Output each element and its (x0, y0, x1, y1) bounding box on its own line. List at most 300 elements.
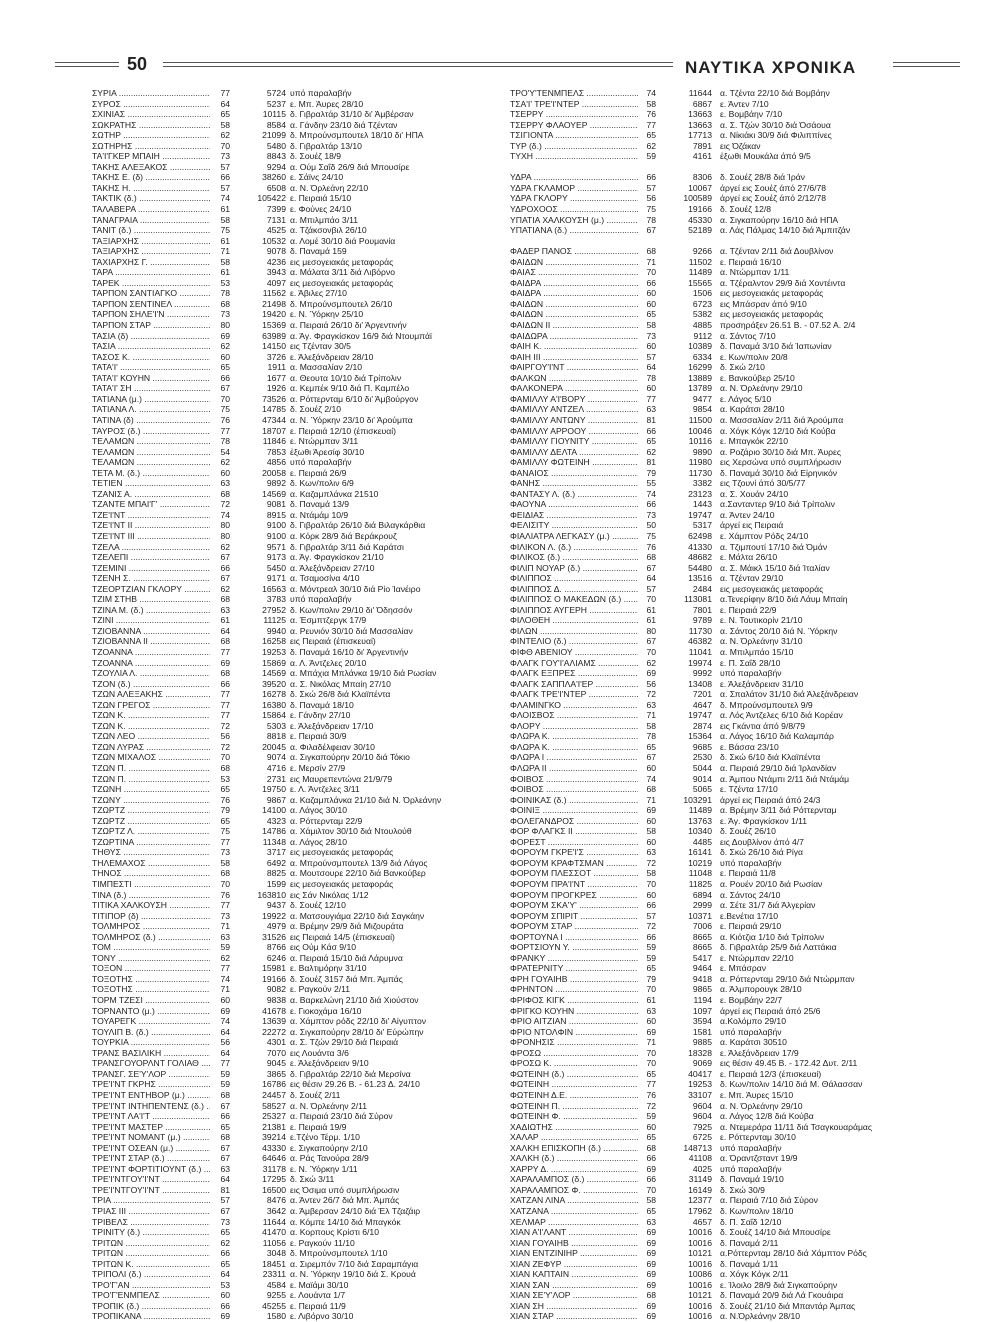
ship-row (510, 1301, 950, 1312)
ship-name: ΤΡΕ'Ι'ΝΤ ΜΑΣΤΕΡ ..... (92, 1122, 210, 1133)
ship-name: ΤΙΜΠΕΣΤΙ ..... (92, 879, 210, 890)
last-position: υπό παραλαβήν (720, 1142, 782, 1153)
ship-name: ΦΟΙΝΙΚΑΣ (δ.) ..... (510, 795, 638, 806)
last-position: ε. Λ. Άντζελες 3/11 (290, 784, 360, 795)
build-year: 67 (646, 636, 656, 647)
ship-name: ΤΖΩΝ ΑΛΕΞΑΚΗΣ ..... (92, 689, 210, 700)
build-year: 77 (220, 900, 230, 911)
ship-row (92, 1143, 472, 1154)
last-position: ε. Χάμπτον Ρόδς 24/10 (720, 530, 809, 541)
build-year: 58 (220, 119, 230, 130)
ship-name: ΦΛΑΓΚ ΤΡΕ'Ι'ΝΤΕΡ ..... (510, 689, 638, 700)
tonnage: 45255 (262, 1300, 286, 1311)
ship-name: ΦΛΩΡΑ Κ. ..... (510, 742, 638, 753)
last-position: άργεί εις Πειραιά (720, 520, 784, 531)
last-position: α. Μπρούνσμπουτελ 13/9 διά Λάγος (290, 857, 428, 868)
build-year: 70 (646, 1047, 656, 1058)
last-position: ε. Πειραιά 11/8 (720, 868, 776, 879)
ship-name: ΦΟΡΟΥΜ ΣΤΑΡ ..... (510, 921, 638, 932)
tonnage: 6492 (266, 857, 286, 868)
ship-name: ΤΟΡΜ ΤΖΕΣΙ ..... (92, 995, 210, 1006)
ship-row (92, 499, 472, 510)
last-position: α. Καράτσι 28/10 (720, 404, 785, 415)
last-position: ε. Πειραιά 19/9 (290, 1121, 347, 1132)
tonnage: 1097 (692, 1005, 712, 1016)
last-position: α. Ν. Ύόρκην 23/10 δι' Άρούμπα (290, 414, 413, 425)
ship-row (92, 183, 472, 194)
ship-row (510, 594, 950, 605)
build-year: 58 (646, 1195, 656, 1206)
tonnage: 9890 (692, 446, 712, 457)
tonnage: 11980 (688, 457, 712, 468)
build-year: 69 (646, 1248, 656, 1259)
ship-row (510, 1164, 950, 1175)
build-year: 69 (220, 1311, 230, 1322)
tonnage: 63989 (262, 330, 286, 341)
ship-row (92, 847, 472, 858)
build-year: 62 (220, 541, 230, 552)
build-year: 68 (646, 1290, 656, 1301)
ship-name: ΦΙΛΟΘΕΗ ..... (510, 615, 638, 626)
tonnage: 14150 (262, 341, 286, 352)
last-position: α. Ρόττερνταμ 22/9 (290, 815, 363, 826)
build-year: 57 (646, 351, 656, 362)
build-year: 58 (220, 214, 230, 225)
last-position: ε. Ραγκούν 2/11 (290, 984, 351, 995)
tonnage: 7399 (266, 204, 286, 215)
last-position: δ. Μπρούνσμπουτελ 26/10 (290, 298, 393, 309)
ship-row (92, 362, 472, 373)
build-year: 80 (220, 520, 230, 531)
ship-name: ΦΑΜΙΛΛΥ ΓΙΟΥΝΙΤΥ ..... (510, 436, 638, 447)
ship-row (92, 552, 472, 563)
build-year: 79 (220, 805, 230, 816)
ship-name: ΤΡΟ'Γ'ΕΝΜΠΕΛΣ ..... (92, 1290, 210, 1301)
ship-name: ΦΟΛΕΓΑΝΔΡΟΣ ..... (510, 816, 638, 827)
tonnage: 11502 (688, 256, 712, 267)
tonnage: 20045 (262, 741, 286, 752)
tonnage: 15864 (262, 710, 286, 721)
last-position: δ. Σκώ 26/10 διά Ρίγα (720, 847, 804, 858)
ship-name: ΦΑΙΑΣ ..... (510, 267, 638, 278)
last-position: δ. Γιβραλτάρ 22/10 διά Μερσίνα (290, 1068, 411, 1079)
ship-name: ΧΙΑΝ ΕΝΤΖΙΝΙΗΡ ..... (510, 1248, 638, 1259)
last-position: α. Σ. Νικόλας Μπαίη 27/10 (290, 678, 391, 689)
tonnage: 13408 (688, 678, 712, 689)
tonnage: 47344 (262, 414, 286, 425)
last-position: α. Χόγκ Κόγκ 2/11 (720, 1269, 789, 1280)
ship-row (92, 1227, 472, 1238)
ship-name: ΤΑΣΙΑ ..... (92, 341, 210, 352)
last-position: δ. Σουέζ 26/10 (720, 826, 776, 837)
ship-row (92, 984, 472, 995)
page-title: ΝΑΥΤΙΚΑ ΧΡΟΝΙΚΑ (685, 58, 857, 77)
ship-name: ΦΩΤΕΙΝΗ (δ.) ..... (510, 1069, 638, 1080)
tonnage: 14786 (262, 826, 286, 837)
build-year: 69 (646, 1300, 656, 1311)
tonnage: 7201 (692, 689, 712, 700)
tonnage: 31149 (688, 1174, 712, 1185)
build-year: 60 (646, 1121, 656, 1132)
last-position: α. Κιότζια 1/10 διά Τρίπολιν (720, 931, 825, 942)
ship-row (92, 942, 472, 953)
last-position: δ. Σουέζ 18/9 (290, 151, 342, 162)
tonnage: 52189 (688, 225, 712, 236)
ship-name: ΤΖΙΟΒΑΝΝΑ ..... (92, 626, 210, 637)
tonnage: 7801 (692, 604, 712, 615)
ship-row (510, 1217, 950, 1228)
ship-name: ΥΔΡΑ ΓΚΛΑΜΟΡ ..... (510, 183, 638, 194)
ship-row (92, 1164, 472, 1175)
tonnage: 17713 (688, 130, 712, 141)
last-position: ἐξωθι Μουκάλα άπό 9/5 (720, 151, 811, 162)
last-position: προσηράξεν 26.51 Β. - 07.52 Α. 2/4 (720, 320, 856, 331)
ship-name: ΦΙΛΙΠΠΟΣ Δ. ..... (510, 584, 638, 595)
ship-name: ΦΛΟΡΥ ..... (510, 721, 638, 732)
ship-row (92, 721, 472, 732)
ship-name: ΦΑΙΗ ΙΙΙ ..... (510, 352, 638, 363)
ship-name: ΣΩΤΗΡΗΣ ..... (92, 141, 210, 152)
tonnage: 10340 (688, 826, 712, 837)
ship-name: ΤΣΕΡΡΥ ..... (510, 109, 638, 120)
build-year: 66 (220, 678, 230, 689)
ship-name: ΤΡΕ'Ι'ΝΤΓΟΥ'Ι'ΝΤ ..... (92, 1174, 210, 1185)
build-year: 71 (646, 256, 656, 267)
build-year: 66 (220, 1300, 230, 1311)
tonnage: 5417 (692, 952, 712, 963)
build-year: 67 (220, 573, 230, 584)
build-year: 68 (220, 298, 230, 309)
ship-name: ΤΡΙΝΙΤΥ (δ.) ..... (92, 1227, 210, 1238)
ship-name: ΤΑΝΙΤ (δ.) ..... (92, 225, 210, 236)
ship-row (92, 404, 472, 415)
ship-row (510, 1090, 950, 1101)
ship-row (510, 1227, 950, 1238)
build-year: 58 (646, 826, 656, 837)
build-year: 64 (220, 1174, 230, 1185)
ship-name: ΤΡΟ'Υ'ΤΕΝΜΠΕΛΣ ..... (510, 88, 638, 99)
build-year: 73 (220, 847, 230, 858)
ship-name: ΤΖΙΟΒΑΝΝΑ ΙΙ ..... (92, 636, 210, 647)
tonnage: 31178 (262, 1163, 286, 1174)
tonnage: 6508 (266, 182, 286, 193)
ship-name: ΧΑΡΑΛΑΜΠΟΣ (δ.) ..... (510, 1174, 638, 1185)
ship-name: ΤΖΟΝ (δ.) ..... (92, 679, 210, 690)
build-year: 70 (646, 267, 656, 278)
ship-row (510, 700, 950, 711)
ship-row (510, 721, 950, 732)
ship-name: ΤΖΩΝ Π. ..... (92, 774, 210, 785)
ship-name: ΦΡΗΝΤΟΝ ..... (510, 984, 638, 995)
ship-name: ΤΑΞΙΑΡΧΗΣ ..... (92, 246, 210, 257)
build-year: 71 (220, 246, 230, 257)
ship-row (92, 236, 472, 247)
build-year: 72 (646, 857, 656, 868)
ship-row (510, 1248, 950, 1259)
ship-name: ΣΥΡΙΑ ..... (92, 88, 210, 99)
last-position: ε. Ν. Ύόρκην 25/10 (290, 309, 364, 320)
ship-row (92, 1269, 472, 1280)
ship-name: ΧΑΔΙΩΤΗΣ ..... (510, 1122, 638, 1133)
tonnage: 4161 (692, 151, 712, 162)
ship-row (92, 267, 472, 278)
ship-name: ΧΑΛΚΗ (δ.) ..... (510, 1153, 638, 1164)
ship-name: ΤΡΕ'Ι'ΝΤ ΙΝΤΗΠΕΝΤΕΝΣ (δ.) ..... (92, 1101, 210, 1112)
tonnage: 13763 (688, 815, 712, 826)
build-year: 65 (646, 309, 656, 320)
ship-row (510, 890, 950, 901)
build-year: 65 (220, 362, 230, 373)
last-position: α. Πειραιά 26/10 δι' Άργεντινήν (290, 320, 407, 331)
ship-name: ΤΑΤΑ'Ι' ΚΟΥΗΝ ..... (92, 373, 210, 384)
ship-name: ΤΑΤΑ'Ι' ΣΗ ..... (92, 383, 210, 394)
last-position: α. Χόγκ Κόγκ 12/10 διά Κούβα (720, 425, 836, 436)
ship-name: ΣΧΙΝΙΑΣ ..... (92, 109, 210, 120)
ship-name: ΦΟΙΒΟΣ ..... (510, 784, 638, 795)
ship-name: ΦΙΛΩΝ ..... (510, 626, 638, 637)
build-year: 66 (220, 1248, 230, 1259)
tonnage: 16786 (262, 1079, 286, 1090)
ship-name: ΦΛΩΡΑ Κ. ..... (510, 731, 638, 742)
last-position: α. Ρευνιόν 30/10 διά Μασσαλίαν (290, 625, 413, 636)
header-rule-middle-2 (163, 66, 673, 67)
tonnage: 1677 (266, 372, 286, 383)
tonnage: 15565 (688, 277, 712, 288)
last-position: ἐξωθι Άρεσίφ 30/10 (290, 446, 365, 457)
build-year: 69 (646, 1163, 656, 1174)
ship-name: ΤΖΕΛΕΠΙ ..... (92, 552, 210, 563)
ship-row (92, 288, 472, 299)
tonnage: 15369 (262, 320, 286, 331)
ship-name: ΤΡΕ'Ι'ΝΤ ΣΤΑΡ (δ.) ..... (92, 1153, 210, 1164)
build-year: 73 (646, 330, 656, 341)
tonnage: 14569 (262, 668, 286, 679)
ship-name: ΧΕΛΜΑΡ ..... (510, 1217, 638, 1228)
ship-name: ΤΑΡΠΟΝ ΣΕΝΤΙΝΕΛ ..... (92, 299, 210, 310)
ship-name: ΦΕΙΔΙΑΣ ..... (510, 510, 638, 521)
tonnage: 45330 (688, 214, 712, 225)
ship-name: ΦΛΑΜΙΝΓΚΟ ..... (510, 700, 638, 711)
ship-row (92, 141, 472, 152)
tonnage: 5044 (692, 763, 712, 773)
last-position: δ. Κων/πολιν 29/10 δι' Όδησσόν (290, 604, 413, 615)
ship-row (510, 151, 950, 162)
build-year: 70 (646, 594, 656, 605)
last-position: δ. Π. Σαΐδ 12/10 (720, 1216, 782, 1227)
ship-row (510, 689, 950, 700)
tonnage: 11644 (688, 88, 712, 98)
ship-row (92, 890, 472, 901)
ship-name: ΤΖΩΝ ΛΥΡΑΣ ..... (92, 742, 210, 753)
build-year: 69 (646, 1026, 656, 1037)
build-year: 66 (646, 1174, 656, 1185)
build-year: 73 (220, 910, 230, 921)
last-position: ε. Πειραιά 16/10 (720, 256, 782, 267)
ship-name: ΦΑΜΙΛΛΥ ΑΡΡΟΟΥ ..... (510, 426, 638, 437)
ship-row (510, 215, 950, 226)
build-year: 69 (220, 330, 230, 341)
build-year: 56 (220, 731, 230, 742)
tonnage: 9940 (266, 625, 286, 636)
ship-row (92, 826, 472, 837)
last-position: α. Ν. Ύόρκην 19/10 διά Σ. Κρουά (290, 1269, 416, 1280)
tonnage: 41108 (688, 1153, 712, 1164)
ship-name: ΦΑΛΚΩΝ ..... (510, 373, 638, 384)
ship-row (92, 974, 472, 985)
build-year: 76 (220, 889, 230, 900)
ship-row (92, 394, 472, 405)
tonnage: 1926 (266, 383, 286, 394)
last-position: ε. Ν. Τουτικορίν 21/10 (720, 615, 803, 626)
tonnage: 8915 (266, 509, 286, 520)
ship-row (510, 847, 950, 858)
last-position: α. Άλεξάνδρειαν 27/10 (290, 562, 375, 573)
ship-row (92, 1058, 472, 1069)
last-position: α. Τζέντα 22/10 διά Βομβάην (720, 88, 830, 98)
ship-name: ΤΟΝΥ ..... (92, 953, 210, 964)
build-year: 76 (220, 414, 230, 425)
last-position: α. Βρέμην 29/9 διά Μιζουράτα (290, 921, 404, 932)
last-position: α.Σανταντερ 9/10 διά Τρίπολιν (720, 499, 835, 510)
tonnage: 105422 (257, 193, 286, 204)
tonnage: 7853 (266, 446, 286, 457)
ship-name: ΤΖΩΝ Κ. ..... (92, 721, 210, 732)
ship-name: ΧΙΑΝ ΣΕ'Υ'ΛΟΡ ..... (510, 1290, 638, 1301)
build-year: 78 (220, 436, 230, 447)
last-position: εις Λουάντα 3/6 (290, 1047, 349, 1058)
last-position: ε. Άλεξάνδρειαν 17/10 (290, 720, 374, 731)
ship-row (510, 900, 950, 911)
tonnage: 7925 (692, 1121, 712, 1132)
ship-row (510, 1079, 950, 1090)
section-gap (510, 236, 950, 247)
tonnage: 13789 (688, 383, 712, 394)
tonnage: 13889 (688, 372, 712, 383)
ship-row (510, 932, 950, 943)
ship-name: ΤΖΩΝ ΜΙΧΑΛΟΣ ..... (92, 752, 210, 763)
tonnage: 6723 (692, 298, 712, 309)
tonnage: 10371 (688, 910, 712, 921)
build-year: 64 (220, 1269, 230, 1280)
ship-row (92, 120, 472, 131)
build-year: 62 (646, 657, 656, 668)
last-position: ε. Ρόττερνταμ 30/10 (720, 1132, 796, 1143)
ship-row (510, 489, 950, 500)
build-year: 66 (646, 172, 656, 183)
build-year: 71 (646, 1037, 656, 1048)
ship-row (510, 1058, 950, 1069)
ship-name: ΦΡΗ ΓΟΥΑΙΗΒ ..... (510, 974, 638, 985)
ship-name: ΤΖΟΑΝΝΑ ..... (92, 647, 210, 658)
ship-name: ΦΩΤΕΙΝΗ ..... (510, 1079, 638, 1090)
tonnage: 4025 (692, 1163, 712, 1174)
tonnage: 10121 (688, 1290, 712, 1301)
ship-row (510, 953, 950, 964)
ship-row (92, 900, 472, 911)
build-year: 75 (646, 530, 656, 541)
ship-row (92, 858, 472, 869)
ship-row (92, 542, 472, 553)
ship-name: ΦΟΡΟΥΜ ΠΡΟΓΚΡΕΣ ..... (510, 890, 638, 901)
build-year: 69 (646, 1227, 656, 1238)
build-year: 60 (220, 1290, 230, 1301)
build-year: 58 (220, 857, 230, 868)
build-year: 63 (646, 1005, 656, 1016)
build-year: 68 (646, 1142, 656, 1153)
last-position: εις Χερσώνα υπό συμπλήρωσιν (720, 457, 842, 468)
ship-name: ΤΖΙΝΑ Μ. (δ.) ..... (92, 605, 210, 616)
build-year: 59 (646, 952, 656, 963)
ship-name: ΦΑΝΗΣ ..... (510, 478, 638, 489)
ship-name: ΤΑΚΗΣ Η. ..... (92, 183, 210, 194)
ship-name: ΦΑΝΑΙΟΣ ..... (510, 468, 638, 479)
tonnage: 163810 (257, 889, 286, 900)
build-year: 77 (220, 699, 230, 710)
tonnage: 8584 (266, 119, 286, 130)
build-year: 68 (646, 552, 656, 563)
ship-name: ΦΩΤΕΙΝΗ Φ. ..... (510, 1111, 638, 1122)
build-year: 78 (646, 214, 656, 225)
ship-name: ΧΑΛΚΗ ΕΠΙΣΚΟΠΗ (δ.) ..... (510, 1143, 638, 1154)
last-position: δ. Σουέζ 28/8 διά Ίράν (720, 172, 805, 183)
tonnage: 9074 (266, 752, 286, 763)
build-year: 62 (220, 1237, 230, 1248)
last-position: ε. Σιγκαπούρην 2/10 (290, 1142, 368, 1153)
ship-row (92, 130, 472, 141)
tonnage: 15869 (262, 657, 286, 668)
last-position: εις Πειραιά (έπισκευαί) (290, 636, 376, 647)
last-position: εις θέσιν 29.26 Β. - 61.23 Δ. 24/10 (290, 1079, 420, 1090)
last-position: ε. Λουάντα 1/7 (290, 1290, 346, 1301)
build-year: 53 (220, 1279, 230, 1290)
ship-row (92, 109, 472, 120)
tonnage: 9014 (692, 773, 712, 784)
build-year: 70 (220, 752, 230, 763)
tonnage: 4236 (266, 256, 286, 267)
build-year: 54 (220, 446, 230, 457)
last-position: α.Τενερίφην 8/10 διά Λάυμ Μπαίη (720, 594, 848, 605)
ship-row (92, 331, 472, 342)
ship-row (510, 710, 950, 721)
build-year: 63 (646, 847, 656, 858)
build-year: 65 (646, 963, 656, 974)
build-year: 73 (220, 151, 230, 162)
ship-row (92, 647, 472, 658)
tonnage: 8306 (692, 172, 712, 183)
tonnage: 24457 (262, 1089, 286, 1100)
ship-name: ΤΖΩΝΥ ..... (92, 795, 210, 806)
tonnage: 11348 (262, 836, 286, 847)
tonnage: 10121 (688, 1248, 712, 1259)
ship-name: ΣΩΤΗΡ ..... (92, 130, 210, 141)
ship-row (92, 605, 472, 616)
ship-row (510, 130, 950, 141)
ship-name: ΤΗΘΥΣ ..... (92, 847, 210, 858)
ship-name: ΦΟΡΟΥΜ ΠΛΕΣΣΟΤ ..... (510, 868, 638, 879)
last-position: α. Κόρκ 28/9 διά Βεράκρουζ (290, 530, 397, 541)
ship-name: ΥΔΡΑ ..... (510, 172, 638, 183)
ship-row (92, 594, 472, 605)
ship-row (92, 1238, 472, 1249)
ship-name: ΤΟΡΝΑΝΤΟ (μ.) ..... (92, 1006, 210, 1017)
build-year: 65 (220, 1258, 230, 1269)
ship-row (92, 816, 472, 827)
ship-name: ΦΟΙΒΟΣ ..... (510, 774, 638, 785)
build-year: 73 (646, 509, 656, 520)
ship-name: ΦΛΩΡΑ ΙΙ ..... (510, 763, 638, 774)
last-position: ε. Τζέντα 17/10 (720, 784, 778, 795)
ship-row (510, 636, 950, 647)
